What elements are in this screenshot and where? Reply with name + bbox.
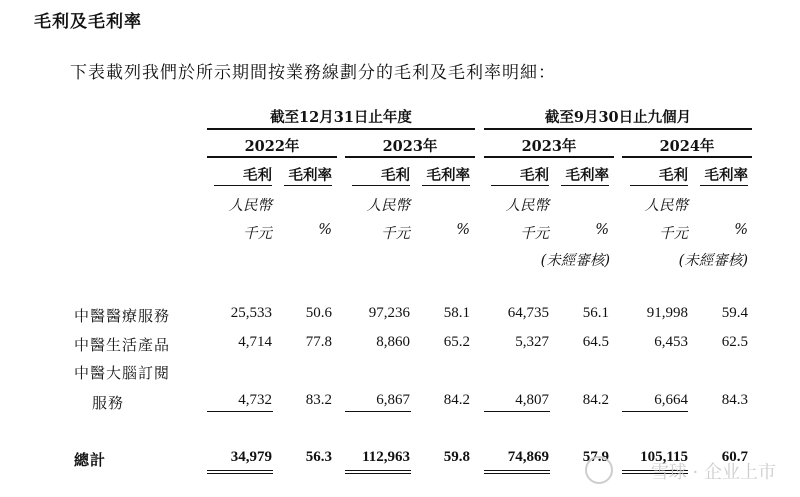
- subtotal-rule: [207, 411, 273, 412]
- table-cell: 6,453: [654, 334, 688, 350]
- section-title: 毛利及毛利率: [34, 12, 142, 32]
- header-rule: [352, 185, 410, 186]
- table-cell: 62.5: [721, 334, 748, 350]
- watermark: 雪球 · 企业上市: [650, 462, 776, 483]
- total-cell: 56.3: [305, 449, 332, 465]
- row-label: 中醫大腦訂閱: [74, 364, 171, 382]
- column-header-gross-profit: 毛利: [520, 167, 549, 184]
- table-cell: 58.1: [443, 305, 470, 321]
- total-cell: 105,115: [640, 449, 688, 465]
- total-double-rule: [345, 470, 411, 471]
- table-cell: 50.6: [305, 305, 332, 321]
- total-cell: 74,869: [507, 449, 549, 465]
- group-header-9m: 截至9月30日止九個月: [544, 109, 692, 126]
- group-rule-9m: [484, 128, 752, 130]
- column-header-gross-profit: 毛利: [659, 167, 688, 184]
- table-cell: 4,732: [238, 392, 272, 408]
- unit-thousand: 千元: [520, 226, 549, 242]
- header-rule: [491, 185, 549, 186]
- unit-thousand: 千元: [243, 226, 272, 242]
- unit-percent: %: [456, 222, 470, 238]
- subtotal-rule: [622, 411, 688, 412]
- group-rule-fy: [207, 128, 475, 130]
- unit-currency: 人民幣: [228, 198, 272, 214]
- row-label-continued: 服務: [92, 394, 125, 412]
- unit-percent: %: [734, 222, 748, 238]
- total-double-rule: [484, 470, 550, 471]
- table-cell: 64,735: [507, 305, 549, 321]
- unit-thousand: 千元: [659, 226, 688, 242]
- table-cell: 56.1: [582, 305, 609, 321]
- total-double-rule: [345, 473, 411, 474]
- header-rule: [630, 185, 688, 186]
- total-double-rule: [207, 470, 273, 471]
- table-cell: 4,807: [515, 392, 549, 408]
- total-cell: 59.8: [443, 449, 470, 465]
- header-rule: [422, 185, 470, 186]
- year-header: 2024年: [659, 138, 715, 155]
- total-label: 總計: [74, 451, 107, 469]
- unaudited-note: (未經審核): [678, 253, 748, 269]
- year-header: 2023年: [521, 138, 577, 155]
- column-header-gross-profit: 毛利: [243, 167, 272, 184]
- intro-text: 下表載列我們於所示期間按業務線劃分的毛利及毛利率明細：: [70, 63, 556, 83]
- year-rule: [622, 156, 752, 158]
- unit-currency: 人民幣: [644, 198, 688, 214]
- subtotal-rule: [484, 411, 550, 412]
- table-cell: 59.4: [721, 305, 748, 321]
- total-cell: 112,963: [362, 449, 410, 465]
- unit-thousand: 千元: [381, 226, 410, 242]
- column-header-gross-profit: 毛利: [381, 167, 410, 184]
- table-cell: 6,867: [376, 392, 410, 408]
- column-header-margin: 毛利率: [704, 167, 748, 184]
- total-cell: 34,979: [230, 449, 272, 465]
- watermark-logo-icon: [585, 456, 613, 484]
- table-cell: 84.2: [443, 392, 470, 408]
- table-cell: 6,664: [654, 392, 688, 408]
- unit-currency: 人民幣: [505, 198, 549, 214]
- group-header-fy: 截至12月31日止年度: [270, 109, 412, 126]
- table-cell: 83.2: [305, 392, 332, 408]
- column-header-margin: 毛利率: [288, 167, 332, 184]
- column-header-margin: 毛利率: [565, 167, 609, 184]
- subtotal-rule: [345, 411, 411, 412]
- year-rule: [484, 156, 614, 158]
- column-header-margin: 毛利率: [426, 167, 470, 184]
- header-rule: [284, 185, 332, 186]
- total-double-rule: [207, 473, 273, 474]
- row-label: 中醫生活產品: [74, 336, 171, 354]
- table-cell: 84.3: [721, 392, 748, 408]
- total-double-rule: [484, 473, 550, 474]
- table-cell: 4,714: [238, 334, 272, 350]
- row-label: 中醫醫療服務: [74, 307, 171, 325]
- table-cell: 77.8: [305, 334, 332, 350]
- unit-percent: %: [318, 222, 332, 238]
- year-header: 2022年: [244, 138, 300, 155]
- header-rule: [214, 185, 272, 186]
- year-rule: [345, 156, 475, 158]
- unit-percent: %: [595, 222, 609, 238]
- header-rule: [561, 185, 609, 186]
- year-rule: [207, 156, 337, 158]
- table-cell: 25,533: [230, 305, 272, 321]
- table-cell: 97,236: [368, 305, 410, 321]
- table-cell: 65.2: [443, 334, 470, 350]
- year-header: 2023年: [382, 138, 438, 155]
- unit-currency: 人民幣: [366, 198, 410, 214]
- table-cell: 84.2: [582, 392, 609, 408]
- total-cell: 57.9: [582, 449, 609, 465]
- unaudited-note: (未經審核): [540, 253, 610, 269]
- table-cell: 5,327: [515, 334, 549, 350]
- total-cell: 60.7: [721, 449, 748, 465]
- table-cell: 91,998: [646, 305, 688, 321]
- table-cell: 64.5: [582, 334, 609, 350]
- header-rule: [700, 185, 748, 186]
- table-cell: 8,860: [376, 334, 410, 350]
